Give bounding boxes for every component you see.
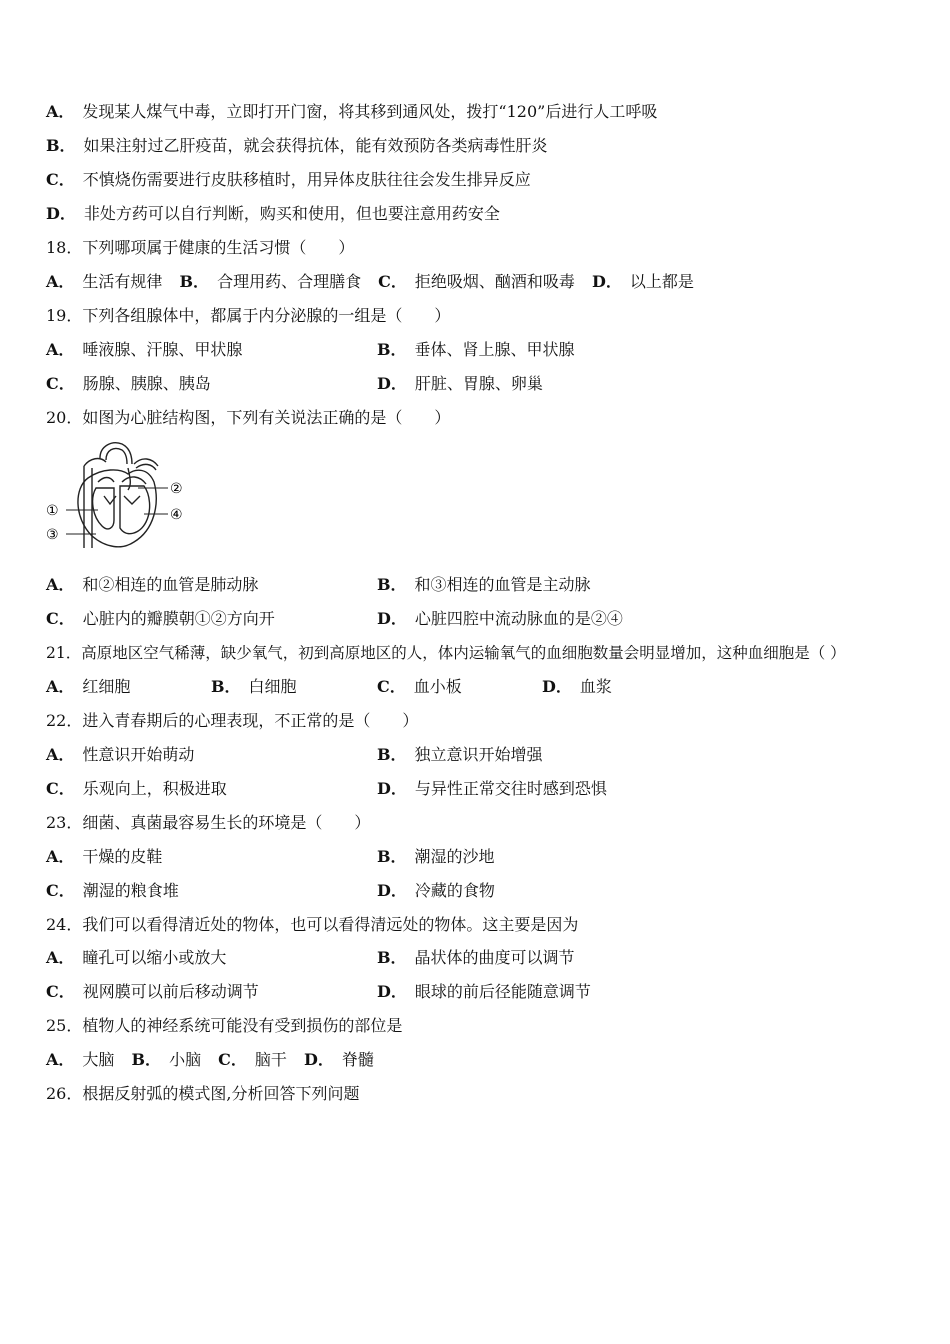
heart-label-4: ④ — [170, 507, 183, 523]
q20-stem: 20．如图为心脏结构图，下列有关说法正确的是（ ） — [46, 408, 451, 427]
option-text: 独立意识开始增强 — [414, 745, 543, 764]
option-label: D． — [46, 204, 76, 223]
option-label: D． — [377, 982, 407, 1001]
q24-option-d — [377, 982, 591, 1002]
option-text: 晶状体的曲度可以调节 — [414, 948, 575, 967]
option-text: 干燥的皮鞋 — [82, 847, 163, 866]
option-text: 唾液腺、汗腺、甲状腺 — [82, 340, 243, 359]
q17-option-b — [46, 136, 548, 156]
q21-option-a — [46, 677, 130, 697]
q17-option-a — [46, 102, 657, 122]
q19-option-a — [46, 340, 242, 360]
option-text: 小脑 — [169, 1050, 202, 1069]
option-text: 如果注射过乙肝疫苗，就会获得抗体，能有效预防各类病毒性肝炎 — [83, 136, 548, 155]
option-text: 不慎烧伤需要进行皮肤移植时，用异体皮肤往往会发生排异反应 — [82, 170, 531, 189]
option-text: 脊髓 — [341, 1050, 374, 1069]
q21-option-b — [211, 677, 297, 697]
option-label: D． — [542, 677, 572, 696]
option-label: B． — [377, 745, 407, 764]
q20-option-d — [377, 609, 623, 629]
option-label: B． — [377, 575, 407, 594]
option-label: A． — [46, 575, 75, 594]
option-label: A． — [46, 677, 75, 696]
option-text: 潮湿的沙地 — [414, 847, 495, 866]
q23-option-b — [377, 847, 495, 867]
q26-stem: 26．根据反射弧的模式图,分析回答下列问题 — [46, 1084, 360, 1103]
option-label: C． — [46, 779, 75, 798]
q17-option-d — [46, 204, 500, 224]
option-text: 非处方药可以自行判断，购买和使用，但也要注意用药安全 — [83, 204, 500, 223]
option-text: 冷藏的食物 — [414, 881, 495, 900]
option-text: 视网膜可以前后移动调节 — [82, 982, 259, 1001]
option-text: 肝脏、胃腺、卵巢 — [414, 374, 543, 393]
q18-options — [46, 272, 694, 292]
q23-stem: 23．细菌、真菌最容易生长的环境是（ ） — [46, 813, 371, 832]
option-text: 发现某人煤气中毒，立即打开门窗，将其移到通风处，拨打“120”后进行人工呼吸 — [82, 102, 658, 121]
q22-option-a — [46, 745, 194, 765]
q19-option-d — [377, 374, 543, 394]
option-label: A． — [46, 948, 75, 967]
option-label: A． — [46, 847, 75, 866]
q25-stem: 25．植物人的神经系统可能没有受到损伤的部位是 — [46, 1016, 403, 1035]
option-text: 和③相连的血管是主动脉 — [414, 575, 591, 594]
heart-label-2: ② — [170, 481, 183, 497]
option-text: 潮湿的粮食堆 — [82, 881, 179, 900]
heart-label-3: ③ — [46, 527, 59, 543]
q24-option-b — [377, 948, 575, 968]
q23-option-a — [46, 847, 162, 867]
option-label: B． — [46, 136, 76, 155]
q23-option-d — [377, 881, 495, 901]
option-text: 合理用药、合理膳食 — [217, 272, 362, 291]
option-label: A． — [46, 340, 75, 359]
option-label: C． — [46, 170, 75, 189]
option-label: B． — [377, 948, 407, 967]
q24-stem: 24．我们可以看得清近处的物体，也可以看得清远处的物体。这主要是因为 — [46, 915, 579, 934]
option-text: 心脏四腔中流动脉血的是②④ — [414, 609, 623, 628]
option-text: 脑干 — [254, 1050, 287, 1069]
q22-option-c — [46, 779, 227, 799]
option-label: D． — [377, 374, 407, 393]
option-text: 大脑 — [82, 1050, 115, 1069]
option-text: 乐观向上，积极进取 — [82, 779, 227, 798]
option-text: 生活有规律 — [82, 272, 163, 291]
option-label: B． — [377, 340, 407, 359]
option-text: 白细胞 — [248, 677, 297, 696]
option-text: 拒绝吸烟、酗酒和吸毒 — [414, 272, 575, 291]
q19-stem: 19．下列各组腺体中，都属于内分泌腺的一组是（ ） — [46, 306, 451, 325]
option-label: C． — [377, 677, 406, 696]
option-text: 肠腺、胰腺、胰岛 — [82, 374, 211, 393]
option-text: 以上都是 — [629, 272, 694, 291]
option-text: 眼球的前后径能随意调节 — [414, 982, 591, 1001]
option-label: A． — [46, 745, 75, 764]
option-label: C． — [46, 374, 75, 393]
option-label: D． — [377, 779, 407, 798]
q18-stem: 18．下列哪项属于健康的生活习惯（ ） — [46, 238, 355, 257]
q17-option-c — [46, 170, 531, 190]
option-label: B． — [131, 1050, 162, 1069]
option-text: 性意识开始萌动 — [82, 745, 195, 764]
q20-option-a — [46, 575, 258, 595]
option-label: D． — [377, 609, 407, 628]
q21-option-c — [377, 677, 462, 697]
option-label: D． — [304, 1050, 334, 1069]
option-label: A． — [46, 1050, 75, 1069]
option-label: C． — [218, 1050, 247, 1069]
q24-option-a — [46, 948, 226, 968]
option-text: 红细胞 — [82, 677, 131, 696]
q21-stem: 21．高原地区空气稀薄，缺少氧气，初到高原地区的人，体内运输氧气的血细胞数量会明显增加，这种血细胞是（ ） — [46, 644, 846, 662]
option-text: 血小板 — [413, 677, 462, 696]
option-text: 和②相连的血管是肺动脉 — [82, 575, 259, 594]
option-text: 与异性正常交往时感到恐惧 — [414, 779, 607, 798]
option-label: D． — [592, 272, 622, 291]
option-label: C． — [378, 272, 407, 291]
option-label: C． — [46, 982, 75, 1001]
q22-stem: 22．进入青春期后的心理表现，不正常的是（ ） — [46, 711, 419, 730]
option-label: B． — [211, 677, 241, 696]
q23-option-c — [46, 881, 179, 901]
heart-diagram — [44, 438, 196, 553]
q22-option-b — [377, 745, 543, 765]
q19-option-c — [46, 374, 211, 394]
q21-option-d — [542, 677, 612, 697]
option-label: A． — [46, 102, 75, 121]
option-text: 垂体、肾上腺、甲状腺 — [414, 340, 575, 359]
option-label: D． — [377, 881, 407, 900]
option-label: C． — [46, 881, 75, 900]
option-text: 血浆 — [579, 677, 612, 696]
option-text: 心脏内的瓣膜朝①②方向开 — [82, 609, 275, 628]
q20-option-b — [377, 575, 591, 595]
q20-option-c — [46, 609, 275, 629]
option-label: B． — [179, 272, 210, 291]
option-label: A． — [46, 272, 75, 291]
heart-label-1: ① — [46, 503, 59, 519]
q24-option-c — [46, 982, 259, 1002]
option-label: C． — [46, 609, 75, 628]
option-text: 瞳孔可以缩小或放大 — [82, 948, 227, 967]
q19-option-b — [377, 340, 575, 360]
q22-option-d — [377, 779, 607, 799]
q25-options — [46, 1050, 374, 1070]
option-label: B． — [377, 847, 407, 866]
